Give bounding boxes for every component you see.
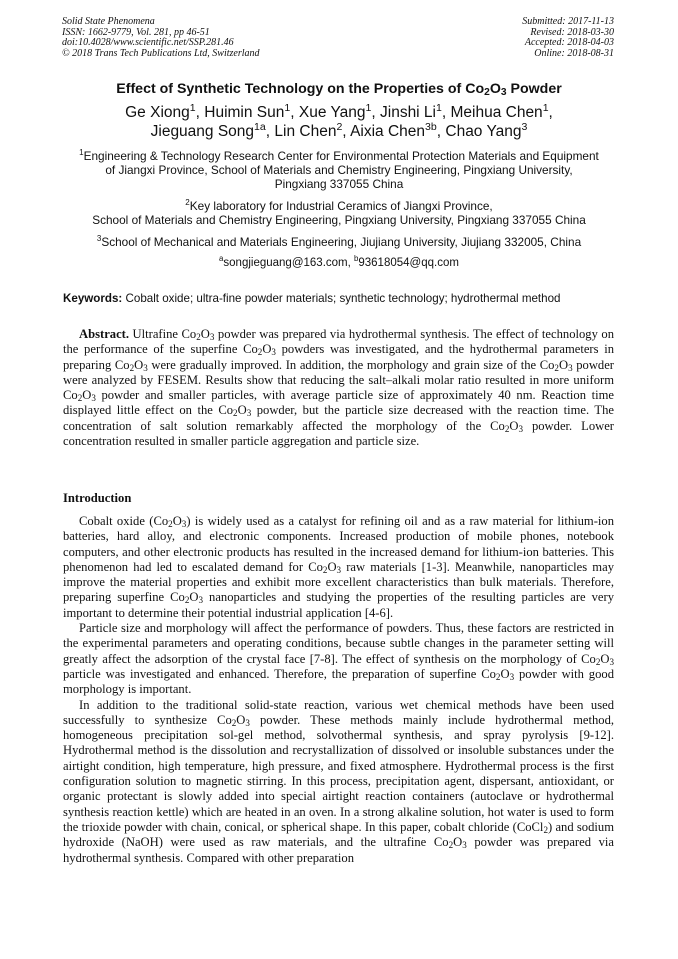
email-b[interactable]: 93618054@qq.com [358, 257, 459, 269]
author: Huimin Sun [204, 104, 285, 121]
author: Jinshi Li [380, 104, 436, 121]
affiliation-1: $^1$Engineering & Technology Research Center for Environmental Protection Materials and Equipment of Jiangxi Province, School of Materials and Chemistry Engineering, Pingxiang University, Pingxiang 337055 China [79, 148, 599, 192]
author: Ge Xiong [125, 104, 190, 121]
author-line-2: Jieguang Song$^{1a}$, Lin Chen$^2$, Aixia Chen$^{3b}$, Chao Yang$^3$ [150, 120, 528, 140]
intro-paragraph-1: Cobalt oxide (Co2O3) is widely used as a catalyst for refining oil and as a raw material for lithium-ion batteries, hard alloy, and electronic components. Increased production of mobile phones, notebook computers, and other electronic products has resulted in the increased demand for lithium-ion batteries. This phenomenon had led to escalated demand for Co2O3 raw materials [1-3]. Meanwhile, nanoparticles may improve the material properties and exhibit more excellent characteristics than bulk materials. Therefore, preparing superfine Co2O3 nanoparticles and studying the properties of the resulting particles are very important to determine their potential industrial application [4-6]. [63, 514, 614, 620]
paper-title: Effect of Synthetic Technology on the Properties of Co2O3 Powder [116, 81, 562, 98]
keywords [63, 292, 561, 305]
author-list [40, 101, 638, 141]
affiliation-3: $^3$School of Mechanical and Materials Engineering, Jiujiang University, Jiujiang 332005, China [96, 234, 582, 249]
keywords-label: Keywords: [63, 292, 123, 305]
email-a[interactable]: songjieguang@163.com [223, 257, 348, 269]
accepted-date: Accepted: 2018-04-03 [524, 37, 614, 49]
doi-line: doi:10.4028/www.scientific.net/SSP.281.46 [62, 37, 234, 49]
abstract: Abstract. Ultrafine Co2O3 powder was prepared via hydrothermal synthesis. The effect of technology on the performance of the superfine Co2O3 powders was investigated, and the hydrothermal parameters in preparing Co2O3 were gradually improved. In addition, the morphology and grain size of the Co2O3 powder were analyzed by FESEM. Results show that reducing the salt–alkali molar ratio resulted in more uniform Co2O3 powder and smaller particles, with average particle size of approximately 40 nm. Reaction time displayed little effect on the Co2O3 powder, but the particle size decreased with the reaction time. The concentration of salt solution remarkably affected the morphology of the Co2O3 powder. Lower concentration resulted in smaller particle aggregation and particle size. [63, 327, 615, 449]
journal-name: Solid State Phenomena [62, 16, 155, 27]
intro-paragraph-3: In addition to the traditional solid-state reaction, various wet chemical methods have been used successfully to synthesize Co2O3 powder. These methods mainly include hydrothermal method, homogeneous precipitation sol-gel method, solvothermal synthesis, and spray pyrolysis [9-12]. Hydrothermal method is the dissolution and recrystallization of dissolved or insoluble substances under the airtight condition, high temperature, high pressure, and fixed atmosphere. Hydrothermal process is the first configuration solution to magnetic stirring. In this process, precipitation agent, dispersant, antioxidant, or organic protectant is slowly added into special airtight reaction containers (autoclave or hydrothermal synthesis reaction kettle) which are heated in an oven. In a strong alkaline solution, hot water is used to form the trioxide powder with chain, conical, or spherical shape. In this paper, cobalt chloride (CoCl2) and sodium hydroxide (NaOH) were used as raw materials, and the ultrafine Co2O3 powder was prepared via hydrothermal synthesis. Compared with other preparation [63, 697, 615, 865]
submission-dates [522, 17, 614, 59]
author-line-1: Ge Xiong$^1$, Huimin Sun$^1$, Xue Yang$^1$, Jinshi Li$^1$, Meihua Chen$^1$, [125, 101, 553, 121]
author: Xue Yang [298, 104, 366, 121]
revised-date: Revised: 2018-03-30 [530, 26, 614, 38]
online-date: Online: 2018-08-31 [534, 47, 614, 59]
author: Chao Yang [445, 122, 522, 140]
copyright-line: © 2018 Trans Tech Publications Ltd, Switzerland [62, 47, 260, 59]
author: Aixia Chen [350, 122, 426, 140]
introduction-body [63, 514, 614, 866]
keywords-text: Cobalt oxide; ultra-fine powder materials; synthetic technology; hydrothermal method [122, 292, 561, 305]
contact-emails: $^a$songjieguang@163.com, $^b$93618054@qq.com [219, 254, 459, 269]
submitted-date: Submitted: 2017-11-13 [522, 16, 614, 27]
intro-paragraph-2: Particle size and morphology will affect the performance of powders. Thus, these factors are restricted in the experimental parameters and operating conditions, because subtle changes in the parameter setting will greatly affect the adsorption of the crystal face [7-8]. The effect of synthesis on the morphology of Co2O3 particle was investigated and enhanced. Therefore, the preparation of superfine Co2O3 powder with good morphology is important. [63, 621, 614, 697]
introduction-heading: Introduction [63, 491, 132, 505]
author: Meihua Chen [450, 104, 543, 121]
journal-info [62, 17, 260, 59]
author: Lin Chen [274, 122, 337, 140]
author: Jieguang Song [150, 122, 255, 140]
affiliation-2: $^2$Key laboratory for Industrial Ceramics of Jiangxi Province, School of Materials and Chemistry Engineering, Pingxiang University, Pingxiang 337055 China [92, 198, 586, 228]
issn-line: ISSN: 1662-9779, Vol. 281, pp 46-51 [62, 26, 210, 38]
abstract-label: Abstract. [79, 327, 130, 341]
